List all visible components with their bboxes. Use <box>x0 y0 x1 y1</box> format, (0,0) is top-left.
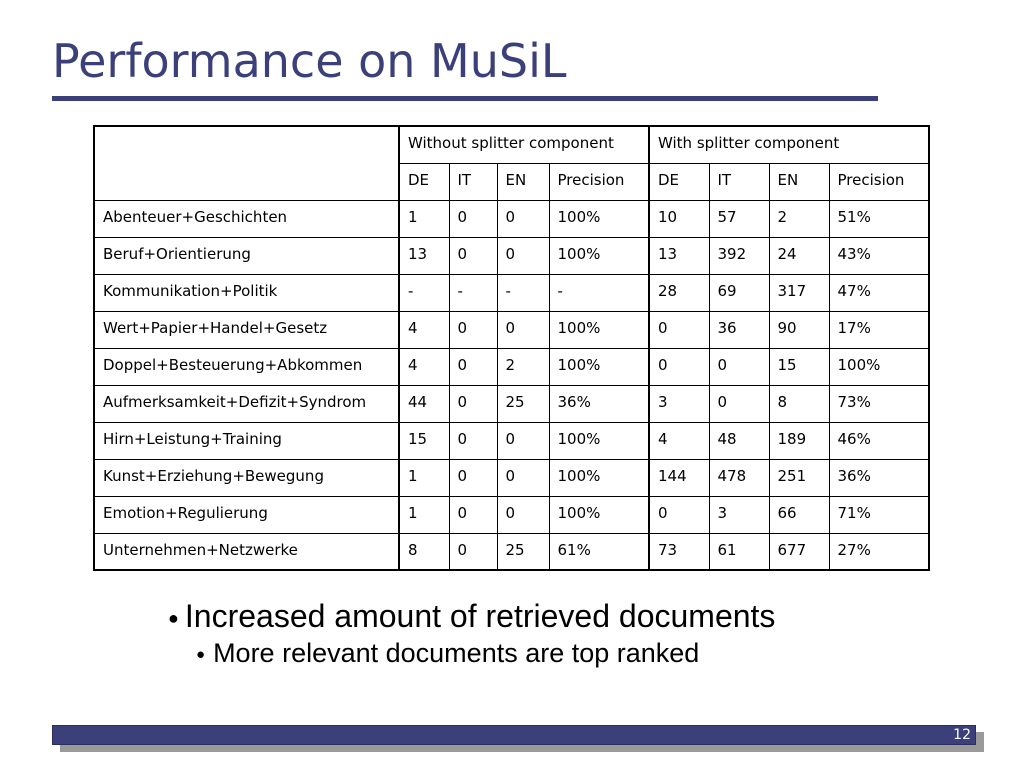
row-label-cell: Abenteuer+Geschichten <box>94 200 399 237</box>
table-cell: 36% <box>549 385 649 422</box>
table-cell: 25 <box>497 533 549 570</box>
table-cell: 15 <box>399 422 449 459</box>
row-label-cell: Kunst+Erziehung+Bewegung <box>94 459 399 496</box>
table-cell: 13 <box>649 237 709 274</box>
table-cell: 17% <box>829 311 929 348</box>
sub-header-cell: IT <box>709 163 769 200</box>
table-cell: 36 <box>709 311 769 348</box>
table-cell: 90 <box>769 311 829 348</box>
table-cell: 47% <box>829 274 929 311</box>
row-label-cell: Aufmerksamkeit+Defizit+Syndrom <box>94 385 399 422</box>
table-cell: 0 <box>449 496 497 533</box>
table-cell: 0 <box>649 496 709 533</box>
table-row <box>94 237 929 274</box>
table-cell: 317 <box>769 274 829 311</box>
table-cell: 100% <box>829 348 929 385</box>
bullet-level2 <box>196 638 699 669</box>
table-cell: 66 <box>769 496 829 533</box>
table-cell: 2 <box>497 348 549 385</box>
table-cell: 478 <box>709 459 769 496</box>
table-cell: 4 <box>399 348 449 385</box>
table-cell: 677 <box>769 533 829 570</box>
table-cell: 8 <box>399 533 449 570</box>
table-cell: 10 <box>649 200 709 237</box>
table-cell: 100% <box>549 311 649 348</box>
table-cell: 0 <box>497 200 549 237</box>
table-cell: 43% <box>829 237 929 274</box>
table-cell: 0 <box>497 237 549 274</box>
table-cell: 0 <box>497 496 549 533</box>
table-cell: 0 <box>449 385 497 422</box>
table-cell: 61 <box>709 533 769 570</box>
row-label-cell: Beruf+Orientierung <box>94 237 399 274</box>
table-row <box>94 422 929 459</box>
bullet-dot-icon: ● <box>168 608 179 629</box>
table-cell: 0 <box>449 348 497 385</box>
table-cell: 61% <box>549 533 649 570</box>
row-label-cell: Doppel+Besteuerung+Abkommen <box>94 348 399 385</box>
table-cell: 0 <box>497 422 549 459</box>
table-corner-cell <box>94 126 399 200</box>
table-row <box>94 385 929 422</box>
sub-header-cell: EN <box>497 163 549 200</box>
sub-header-cell: DE <box>649 163 709 200</box>
table-cell: 73% <box>829 385 929 422</box>
table-cell: 0 <box>709 385 769 422</box>
table-cell: 100% <box>549 348 649 385</box>
table-cell: 251 <box>769 459 829 496</box>
table-cell: - <box>497 274 549 311</box>
table-cell: 73 <box>649 533 709 570</box>
table-cell: - <box>549 274 649 311</box>
sub-header-cell: Precision <box>549 163 649 200</box>
table-cell: 100% <box>549 496 649 533</box>
table-cell: 0 <box>709 348 769 385</box>
table-cell: 1 <box>399 200 449 237</box>
table-cell: 69 <box>709 274 769 311</box>
table-row <box>94 459 929 496</box>
table-cell: - <box>399 274 449 311</box>
table-cell: 0 <box>449 459 497 496</box>
table-cell: 51% <box>829 200 929 237</box>
table-cell: 189 <box>769 422 829 459</box>
table-cell: 392 <box>709 237 769 274</box>
table-cell: 3 <box>709 496 769 533</box>
sub-header-cell: EN <box>769 163 829 200</box>
table-cell: 0 <box>497 459 549 496</box>
table-cell: 0 <box>649 311 709 348</box>
row-label-cell: Kommunikation+Politik <box>94 274 399 311</box>
page-number: 12 <box>953 727 971 743</box>
table-cell: 100% <box>549 422 649 459</box>
row-label-cell: Unternehmen+Netzwerke <box>94 533 399 570</box>
table-cell: 28 <box>649 274 709 311</box>
bullet-dot-icon: ● <box>196 646 206 664</box>
group-header-without-splitter: Without splitter component <box>399 126 649 163</box>
table-row <box>94 496 929 533</box>
table-cell: 0 <box>649 348 709 385</box>
sub-header-cell: DE <box>399 163 449 200</box>
table-cell: 48 <box>709 422 769 459</box>
bullet-level1-text: Increased amount of retrieved documents <box>184 598 776 634</box>
table-row <box>94 348 929 385</box>
table-cell: 57 <box>709 200 769 237</box>
table-row <box>94 200 929 237</box>
bullet-level1 <box>168 598 775 635</box>
table-cell: 24 <box>769 237 829 274</box>
sub-header-cell: Precision <box>829 163 929 200</box>
table-cell: 0 <box>449 200 497 237</box>
table-cell: 0 <box>449 422 497 459</box>
table-cell: 100% <box>549 200 649 237</box>
table-cell: - <box>449 274 497 311</box>
row-label-cell: Hirn+Leistung+Training <box>94 422 399 459</box>
table-cell: 0 <box>449 237 497 274</box>
table-cell: 15 <box>769 348 829 385</box>
table-cell: 2 <box>769 200 829 237</box>
table-cell: 4 <box>399 311 449 348</box>
table-cell: 27% <box>829 533 929 570</box>
group-header-with-splitter: With splitter component <box>649 126 929 163</box>
table-cell: 100% <box>549 237 649 274</box>
slide-title: Performance on MuSiL <box>52 34 567 88</box>
row-label-cell: Emotion+Regulierung <box>94 496 399 533</box>
footer-bar <box>52 725 976 745</box>
table-cell: 25 <box>497 385 549 422</box>
table-cell: 46% <box>829 422 929 459</box>
row-label-cell: Wert+Papier+Handel+Gesetz <box>94 311 399 348</box>
table-cell: 4 <box>649 422 709 459</box>
table-cell: 71% <box>829 496 929 533</box>
table-cell: 0 <box>449 311 497 348</box>
table-cell: 144 <box>649 459 709 496</box>
table-row <box>94 533 929 570</box>
table-cell: 13 <box>399 237 449 274</box>
sub-header-cell: IT <box>449 163 497 200</box>
table-cell: 8 <box>769 385 829 422</box>
table-group-header-row <box>94 126 929 163</box>
title-underline <box>52 96 878 101</box>
table-row <box>94 274 929 311</box>
table-cell: 3 <box>649 385 709 422</box>
table-row <box>94 311 929 348</box>
table-cell: 36% <box>829 459 929 496</box>
results-table <box>93 125 930 571</box>
table-cell: 1 <box>399 459 449 496</box>
table-cell: 44 <box>399 385 449 422</box>
table-cell: 100% <box>549 459 649 496</box>
table-cell: 0 <box>497 311 549 348</box>
table-cell: 1 <box>399 496 449 533</box>
bullet-level2-text: More relevant documents are top ranked <box>213 638 700 668</box>
table-cell: 0 <box>449 533 497 570</box>
